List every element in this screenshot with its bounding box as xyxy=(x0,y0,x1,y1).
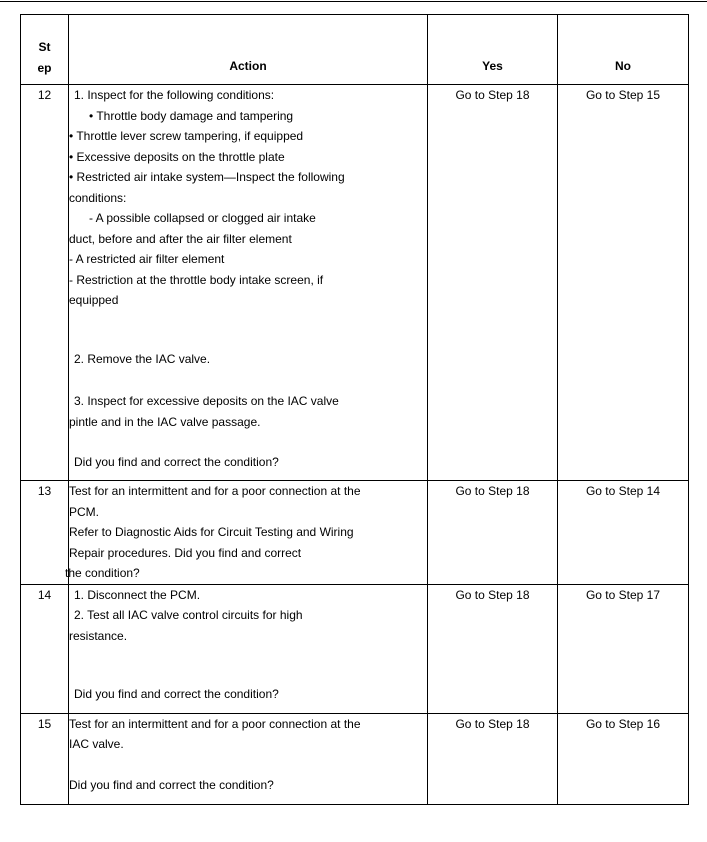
yes-result: Go to Step 18 xyxy=(428,85,558,481)
action-line: resistance. xyxy=(69,628,128,643)
no-column-header: No xyxy=(558,15,689,85)
action-question: Did you find and correct the condition? xyxy=(69,777,274,792)
action-cell xyxy=(69,85,428,481)
action-line: 2. Remove the IAC valve. xyxy=(74,351,211,366)
action-cell xyxy=(69,713,428,804)
step-number: 13 xyxy=(21,481,69,585)
step-number: 15 xyxy=(21,713,69,804)
step-header-line1: St xyxy=(38,40,51,54)
table-row xyxy=(21,713,689,804)
action-line: PCM. xyxy=(69,504,99,519)
action-line: equipped xyxy=(69,293,119,307)
spacer xyxy=(69,755,427,775)
action-question: the condition? xyxy=(65,566,140,580)
action-line: Repair procedures. Did you find and correct xyxy=(69,545,302,560)
action-cell xyxy=(65,481,428,585)
action-line: Test for an intermittent and for a poor connection at the xyxy=(69,716,361,731)
action-line: 2. Test all IAC valve control circuits for high xyxy=(74,608,303,622)
action-line: 1. Disconnect the PCM. xyxy=(74,587,201,602)
action-line: duct, before and after the air filter element xyxy=(69,231,292,246)
no-result: Go to Step 14 xyxy=(558,481,689,585)
action-line: - A restricted air filter element xyxy=(69,252,225,266)
spacer xyxy=(69,311,427,349)
top-rule xyxy=(0,1,707,2)
table-row xyxy=(21,85,689,481)
no-result: Go to Step 15 xyxy=(558,85,689,481)
action-line: - A possible collapsed or clogged air intake xyxy=(89,211,316,225)
diagnostic-table xyxy=(20,14,689,805)
yes-column-header: Yes xyxy=(428,15,558,85)
action-question: Did you find and correct the condition? xyxy=(74,455,279,469)
step-header-line2: ep xyxy=(37,60,52,75)
action-line: 3. Inspect for excessive deposits on the IAC valve xyxy=(74,394,339,408)
spacer xyxy=(69,646,427,684)
yes-result: Go to Step 18 xyxy=(428,713,558,804)
table-row xyxy=(21,584,689,713)
action-question: Did you find and correct the condition? xyxy=(74,687,279,701)
step-number: 12 xyxy=(21,85,69,481)
action-line: • Throttle lever screw tampering, if equipped xyxy=(69,129,304,143)
action-line: • Throttle body damage and tampering xyxy=(89,108,294,123)
no-result: Go to Step 17 xyxy=(558,584,689,713)
spacer xyxy=(69,369,427,391)
yes-result: Go to Step 18 xyxy=(428,481,558,585)
action-cell xyxy=(69,584,428,713)
no-result: Go to Step 16 xyxy=(558,713,689,804)
action-line: - Restriction at the throttle body intake screen, if xyxy=(69,272,324,287)
header-row xyxy=(21,15,689,85)
yes-result: Go to Step 18 xyxy=(428,584,558,713)
step-column-header xyxy=(21,15,69,85)
step-number: 14 xyxy=(21,584,69,713)
action-line: 1. Inspect for the following conditions: xyxy=(74,88,275,102)
action-line: pintle and in the IAC valve passage. xyxy=(69,414,261,429)
spacer xyxy=(69,432,427,452)
action-line: Refer to Diagnostic Aids for Circuit Testing and Wiring xyxy=(69,525,354,539)
action-line: • Restricted air intake system—Inspect the following xyxy=(69,170,345,184)
action-line: Test for an intermittent and for a poor connection at the xyxy=(69,484,361,498)
table-row xyxy=(21,481,689,585)
action-line: conditions: xyxy=(69,190,127,205)
action-line: • Excessive deposits on the throttle plate xyxy=(69,149,285,164)
action-column-header: Action xyxy=(69,15,428,85)
action-line: IAC valve. xyxy=(69,737,124,751)
